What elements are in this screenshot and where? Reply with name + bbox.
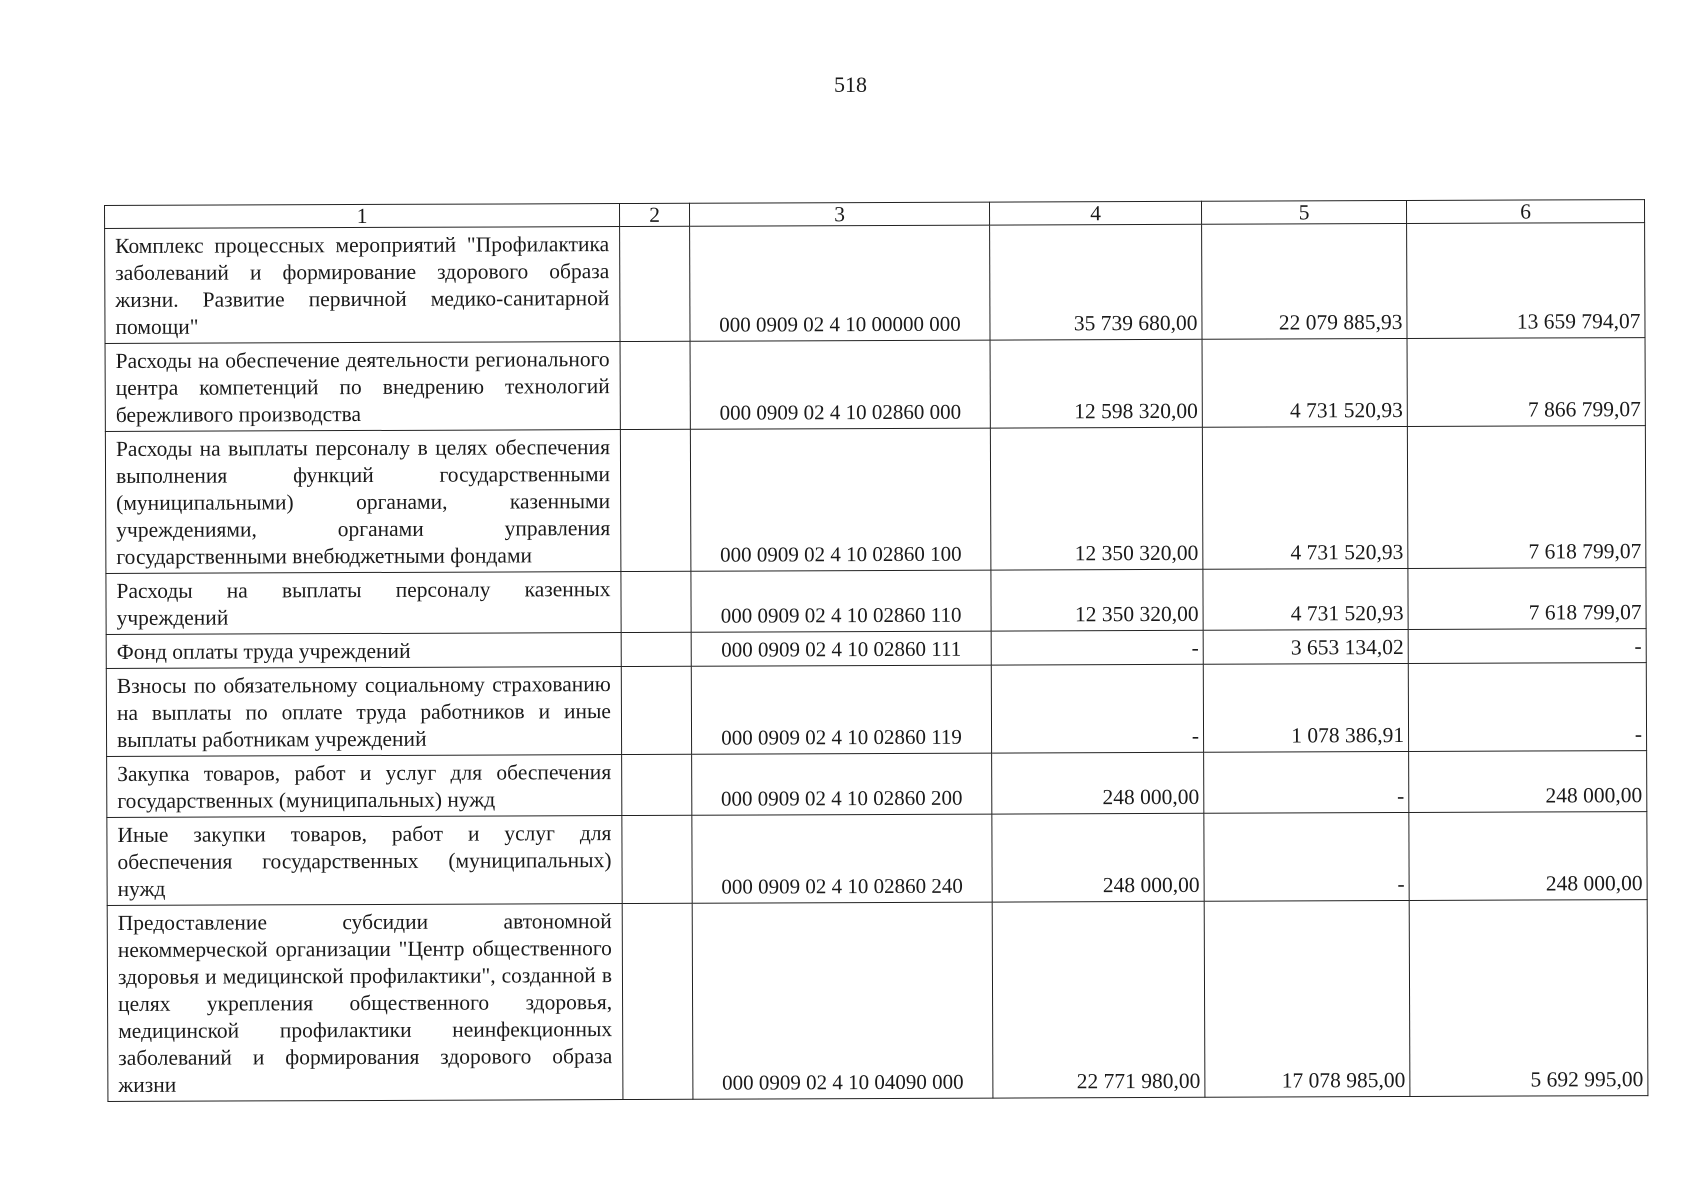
row-col4: 35 739 680,00 (990, 224, 1202, 340)
header-col-6: 6 (1406, 200, 1644, 224)
row-name: Расходы на обеспечение деятельности регионального центра компетенций по внедрению технологий бережливого производства (105, 342, 620, 432)
row-col5: 3 653 134,02 (1203, 629, 1408, 664)
row-code: 000 0909 02 4 10 02860 100 (690, 428, 991, 571)
row-col5: 4 731 520,93 (1202, 338, 1407, 427)
row-code: 000 0909 02 4 10 02860 200 (692, 753, 992, 815)
row-col4: 12 350 320,00 (991, 569, 1203, 631)
budget-table (104, 199, 1648, 1102)
row-col5: - (1204, 751, 1409, 813)
row-col5: 22 079 885,93 (1202, 223, 1407, 339)
row-col2 (620, 429, 691, 571)
row-code: 000 0909 02 4 10 04090 000 (692, 902, 993, 1099)
row-code: 000 0909 02 4 10 02860 240 (692, 814, 992, 903)
row-col4: 22 771 980,00 (992, 901, 1205, 1098)
row-code: 000 0909 02 4 10 02860 110 (691, 570, 991, 632)
row-col4: 12 350 320,00 (990, 427, 1203, 570)
header-col-1: 1 (105, 204, 620, 229)
row-col6: - (1408, 663, 1646, 752)
row-col5: 17 078 985,00 (1204, 900, 1410, 1097)
row-name: Взносы по обязательному социальному страхованию на выплаты по оплате труда работников и иные выплаты работникам учреждений (106, 667, 621, 757)
row-col6: 7 618 799,07 (1408, 568, 1646, 630)
header-col-5: 5 (1201, 200, 1406, 224)
row-col2 (622, 754, 692, 815)
table-row (105, 426, 1646, 574)
table-row (107, 900, 1648, 1102)
row-name: Расходы на выплаты персоналу казенных учреждений (106, 572, 621, 635)
row-name: Расходы на выплаты персоналу в целях обеспечения выполнения функций государственными (муниципальными) органами, казенными учреждениями, органами управления государственными внебюджетными фондами (105, 430, 621, 574)
row-col6: 248 000,00 (1409, 751, 1647, 813)
row-col5: 4 731 520,93 (1202, 426, 1408, 569)
row-col4: 12 598 320,00 (990, 339, 1202, 428)
row-code: 000 0909 02 4 10 02860 111 (691, 631, 991, 666)
row-col2 (621, 632, 691, 666)
row-col4: 248 000,00 (992, 813, 1204, 902)
row-col5: 4 731 520,93 (1203, 568, 1408, 630)
header-col-2: 2 (619, 203, 689, 226)
row-col4: - (991, 630, 1203, 665)
row-name: Предоставление субсидии автономной некоммерческой организации "Центр общественного здоровья и медицинской профилактики", созданной в целях укрепления общественного здоровья, медицинской профилактики неинфекционных заболеваний и формирования здорового образа жизни (107, 904, 623, 1102)
row-col6: 7 866 799,07 (1407, 338, 1645, 427)
row-col6: 13 659 794,07 (1407, 223, 1645, 339)
row-col2 (620, 341, 690, 429)
row-col6: - (1408, 629, 1646, 664)
page-number: 518 (834, 72, 867, 97)
row-name: Иные закупки товаров, работ и услуг для обеспечения государственных (муниципальных) нужд (107, 816, 622, 906)
table-row (105, 338, 1645, 432)
table-row (106, 663, 1646, 757)
budget-table-container (104, 199, 1647, 1102)
row-col5: 1 078 386,91 (1203, 663, 1408, 752)
header-col-3: 3 (689, 202, 989, 226)
table-row (107, 812, 1647, 906)
row-code: 000 0909 02 4 10 02860 000 (690, 340, 990, 429)
row-col4: - (991, 664, 1203, 753)
row-name: Комплекс процессных мероприятий "Профилактика заболеваний и формирование здорового образа жизни. Развитие первичной медико-санитарной помощи" (105, 227, 620, 344)
row-name: Закупка товаров, работ и услуг для обеспечения государственных (муниципальных) нужд (107, 755, 622, 818)
table-row (105, 223, 1645, 344)
row-code: 000 0909 02 4 10 02860 119 (691, 665, 991, 754)
row-col6: 7 618 799,07 (1407, 426, 1646, 569)
header-col-4: 4 (989, 201, 1201, 225)
row-col6: 248 000,00 (1409, 812, 1647, 901)
row-name: Фонд оплаты труда учреждений (106, 633, 621, 669)
row-col5: - (1204, 812, 1409, 901)
row-col2 (620, 226, 690, 341)
row-col2 (621, 666, 691, 754)
row-col4: 248 000,00 (992, 752, 1204, 814)
row-col2 (622, 815, 692, 903)
row-col6: 5 692 995,00 (1409, 900, 1648, 1097)
row-col2 (621, 571, 691, 632)
row-code: 000 0909 02 4 10 00000 000 (690, 225, 990, 341)
table-row (106, 568, 1646, 635)
row-col2 (622, 903, 693, 1099)
table-row (107, 751, 1647, 818)
